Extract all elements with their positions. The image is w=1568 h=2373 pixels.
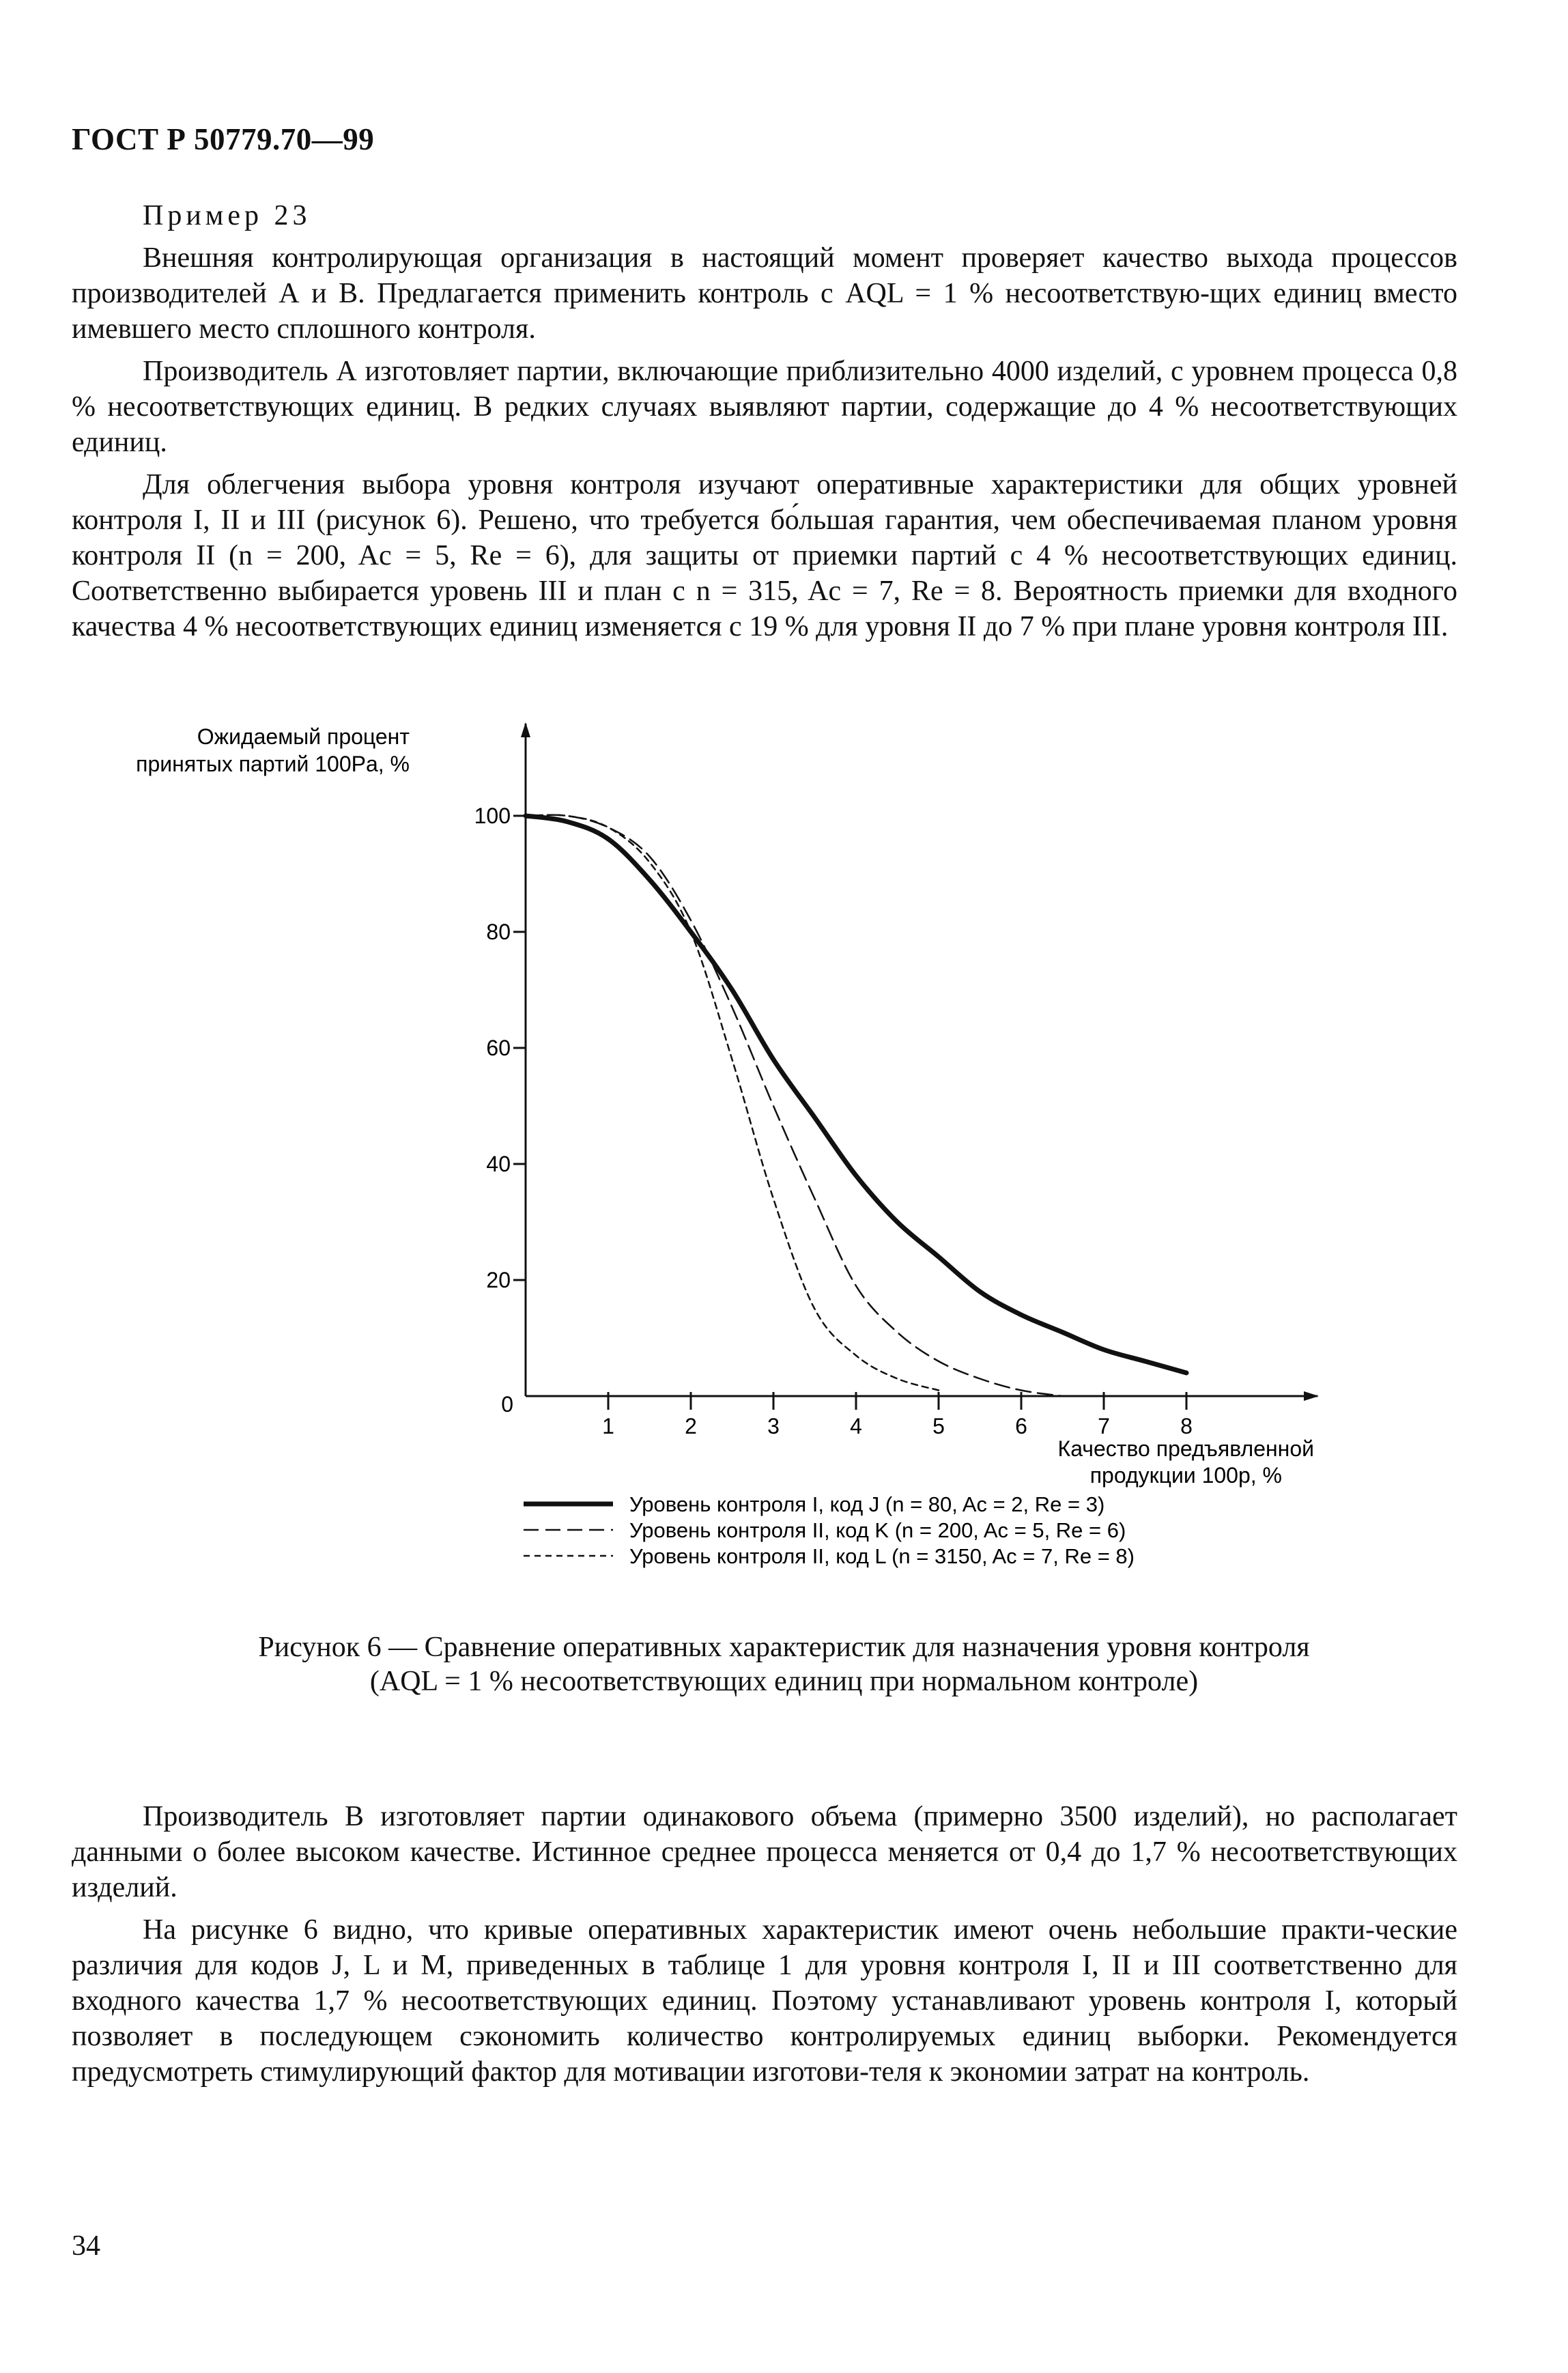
y-tick-label-40: 40: [486, 1152, 511, 1176]
producer-b-paragraph-2: На рисунке 6 видно, что кривые оперативных характеристик имеют очень небольшие практи-ческие различия для кодов J, L и M, приведенных в таблице 1 для уровня контроля I, II и III соответственно для входного качества 1,7 % несоответствующих единиц. Поэтому устанавливают уровень контроля I, который позволяет в последующем сэкономить количество контролируемых единиц выборки. Рекомендуется предусмотреть стимулирующий фактор для мотивации изготови-теля к экономии затрат на контроль.: [72, 1914, 1457, 2088]
x-tick-label-2: 2: [685, 1414, 697, 1438]
axes: [501, 724, 1317, 1417]
origin-label: 0: [501, 1392, 513, 1417]
oc-curve-1: [526, 816, 1186, 1373]
x-tick-label-7: 7: [1098, 1414, 1110, 1438]
figure-caption-line-1: Рисунок 6 — Сравнение оперативных характеристик для назначения уровня контроля: [258, 1632, 1310, 1663]
figure-caption-line-2: (AQL = 1 % несоответствующих единиц при нормальном контроле): [369, 1666, 1199, 1697]
example-paragraph-2: Производитель А изготовляет партии, включающие приблизительно 4000 изделий, с уровнем процесса 0,8 % несоответствующих единиц. В редких случаях выявляют партии, содержащие до 4 % несоответствующих единиц.: [72, 356, 1457, 458]
y-axis-label-line-2: принятых партий 100Pa, %: [136, 752, 410, 776]
y-tick-label-80: 80: [486, 920, 511, 944]
x-tick-label-3: 3: [767, 1414, 780, 1438]
x-axis-label-line-1: Качество предъявленной: [1057, 1436, 1314, 1461]
y-tick-label-20: 20: [486, 1268, 511, 1292]
x-tick-label-4: 4: [850, 1414, 862, 1438]
x-tick-label-6: 6: [1015, 1414, 1027, 1438]
example-paragraph-3: Для облегчения выбора уровня контроля изучают оперативные характеристики для общих уровней контроля I, II и III (рисунок 6). Решено, что требуется бо́льшая гарантия, чем обеспечиваемая планом уровня контроля II (n = 200, Ac = 5, Re = 6), для защиты от приемки партий с 4 % несоответствующих единиц. Соответственно выбирается уровень III и план с n = 315, Ac = 7, Re = 8. Вероятность приемки для входного качества 4 % несоответствующих единиц изменяется с 19 % для уровня II до 7 % при плане уровня контроля III.: [72, 469, 1457, 642]
producer-b-section: [72, 1799, 1457, 2097]
x-tick-label-8: 8: [1180, 1414, 1193, 1438]
producer-b-paragraph-1: Производитель В изготовляет партии одинакового объема (примерно 3500 изделий), но располагает данными о более высоком качестве. Истинное среднее процесса меняется от 0,4 до 1,7 % несоответствующих изделий.: [72, 1801, 1457, 1903]
legend-label-2: Уровень контроля II, код K (n = 200, Ac = 5, Re = 6): [629, 1518, 1126, 1542]
y-tick-label-60: 60: [486, 1036, 511, 1060]
oc-curves: [526, 815, 1186, 1396]
y-axis-label-line-1: Ожидаемый процент: [197, 724, 410, 749]
example-paragraph-1: Внешняя контролирующая организация в настоящий момент проверяет качество выхода процессов производителей А и В. Предлагается применить контроль с AQL = 1 % несоответствую-щих единиц вместо имевшего место сплошного контроля.: [72, 242, 1457, 345]
example-title: Пример 23: [143, 200, 311, 231]
document-header: ГОСТ Р 50779.70—99: [72, 122, 375, 156]
oc-chart: [0, 710, 1568, 1597]
x-tick-label-5: 5: [932, 1414, 945, 1438]
x-axis-label-line-2: продукции 100p, %: [1089, 1463, 1282, 1488]
legend: [524, 1492, 1135, 1568]
y-tick-label-100: 100: [474, 804, 511, 828]
x-tick-label-1: 1: [602, 1414, 614, 1438]
page-number: 34: [72, 2230, 100, 2262]
oc-chart-svg: [0, 710, 1568, 1597]
oc-curve-2: [526, 815, 1063, 1396]
example-section: [72, 198, 1457, 651]
figure-caption: [72, 1630, 1496, 1699]
oc-curve-3: [526, 815, 939, 1391]
legend-label-1: Уровень контроля I, код J (n = 80, Ac = 2, Re = 3): [629, 1492, 1105, 1516]
legend-label-3: Уровень контроля II, код L (n = 3150, Ac = 7, Re = 8): [629, 1544, 1135, 1568]
